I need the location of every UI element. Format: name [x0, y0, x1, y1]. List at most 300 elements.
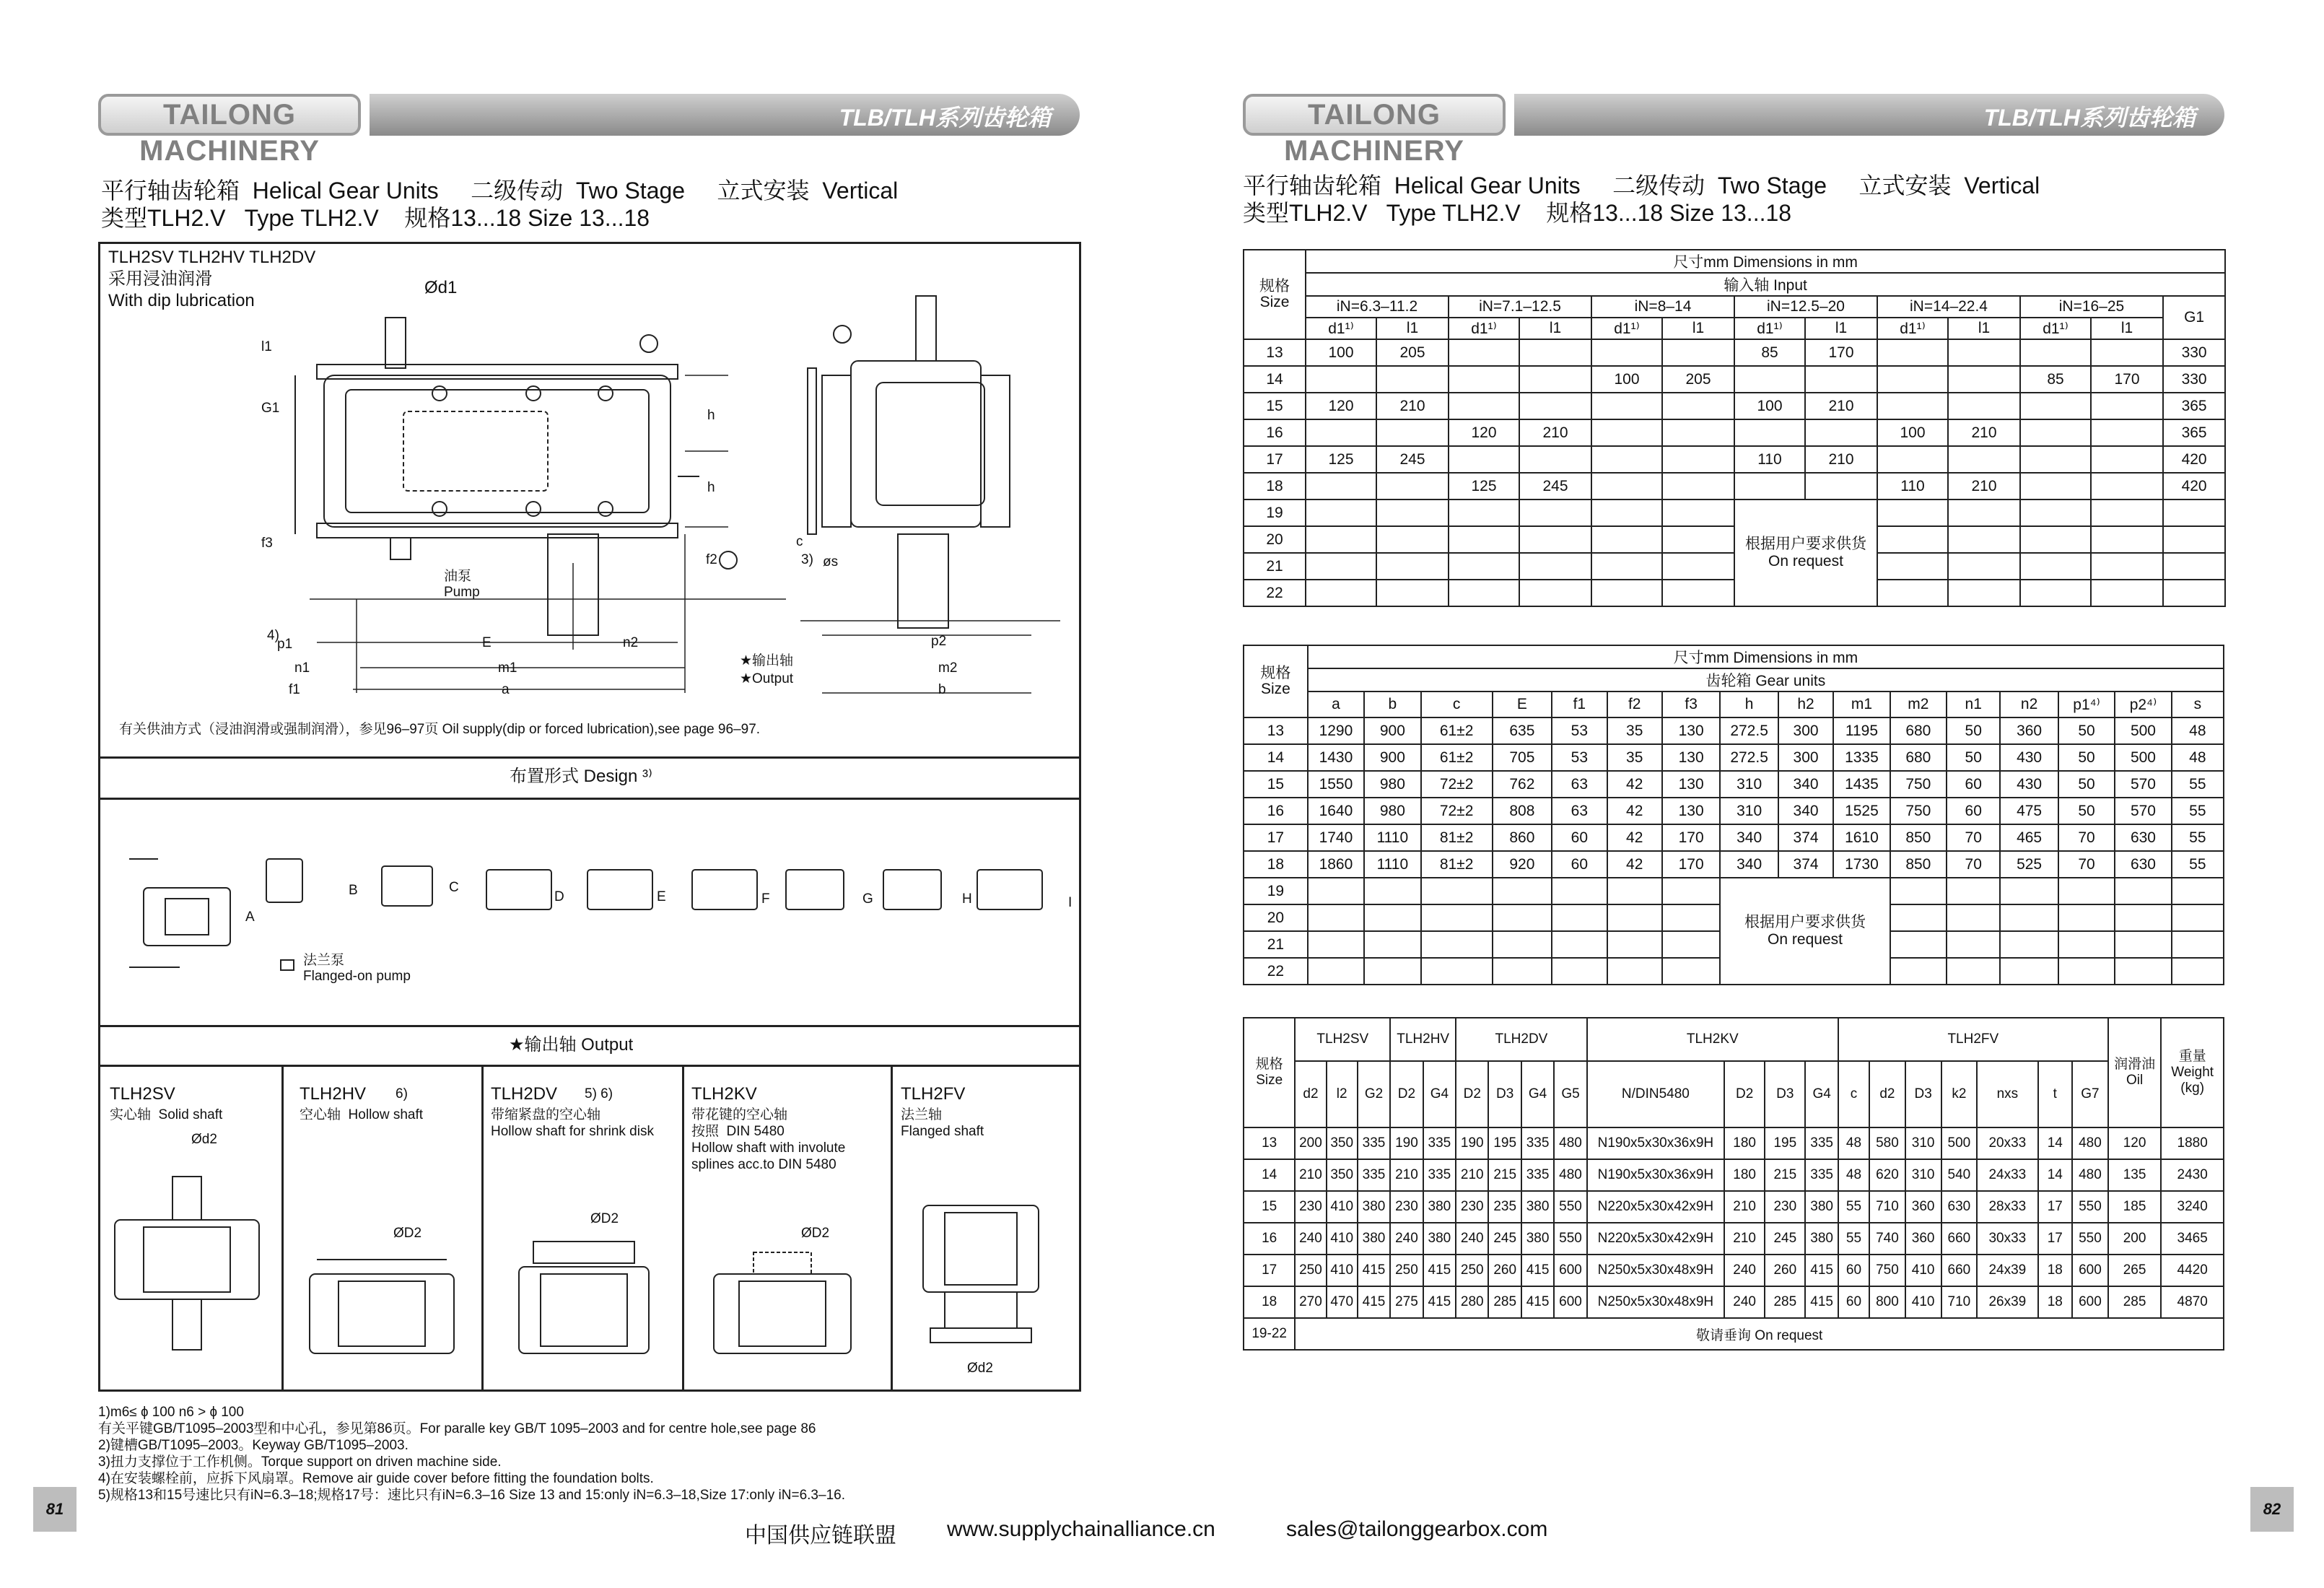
series-bar — [1514, 94, 2224, 136]
table-cell — [1364, 904, 1420, 931]
table-cell — [2172, 878, 2224, 904]
ratio-header: iN=16–25 — [2020, 296, 2163, 318]
g1-label: G1 — [261, 401, 280, 416]
table-cell: 50 — [1947, 717, 2000, 744]
table-cell — [1449, 526, 1519, 553]
table-cell: 42 — [1607, 851, 1662, 878]
table-cell — [1493, 958, 1552, 985]
table-cell: 180 — [1724, 1127, 1765, 1159]
table-cell — [1948, 499, 2020, 526]
table-cell — [2163, 553, 2225, 580]
table-cell: 60 — [1838, 1286, 1869, 1318]
table-cell: 55 — [2172, 771, 2224, 798]
type-header: TLH2HV — [1390, 1018, 1456, 1061]
brand-logo: TAILONG MACHINERY — [1243, 94, 1506, 136]
table-cell: 4870 — [2161, 1286, 2224, 1318]
table-cell: 17 — [2038, 1223, 2073, 1255]
table-cell: 230 — [1456, 1191, 1488, 1223]
table-cell: 2430 — [2161, 1159, 2224, 1191]
table-cell: 365 — [2163, 393, 2225, 419]
a-label: a — [502, 682, 510, 697]
table-cell — [1364, 931, 1420, 958]
dim-dv: ØD2 — [590, 1211, 619, 1226]
column-header: nxs — [1977, 1061, 2037, 1127]
table-cell — [1877, 580, 1948, 606]
table-cell — [2020, 526, 2091, 553]
table-cell: 55 — [1838, 1223, 1869, 1255]
table-cell: 380 — [1805, 1191, 1838, 1223]
table-cell: 48 — [2172, 717, 2224, 744]
output-table — [1243, 1017, 2224, 1351]
table-cell: 170 — [1662, 851, 1720, 878]
table-cell — [1519, 499, 1591, 526]
d1-header: d1¹⁾ — [2020, 318, 2091, 339]
table-cell: 50 — [2058, 771, 2115, 798]
column-header: G4 — [1805, 1061, 1838, 1127]
l1-header: l1 — [1948, 318, 2020, 339]
table-cell — [2020, 473, 2091, 499]
table-cell — [1591, 446, 1662, 473]
table-cell — [2000, 958, 2058, 985]
table-cell: 3240 — [2161, 1191, 2224, 1223]
shaft-name-sv: TLH2SV — [110, 1084, 175, 1104]
table-cell: 190 — [1390, 1127, 1423, 1159]
table-cell — [1662, 904, 1720, 931]
table-cell — [1662, 446, 1734, 473]
column-header: N/DIN5480 — [1587, 1061, 1724, 1127]
table-row — [1244, 771, 2224, 798]
table-row — [1244, 645, 2224, 668]
table-cell: 210 — [1390, 1159, 1423, 1191]
table-cell: 260 — [1765, 1255, 1805, 1286]
table-cell — [1421, 904, 1493, 931]
right-title-2: 类型TLH2.V Type TLH2.V 规格13...18 Size 13...18 — [1243, 200, 1792, 226]
table-cell: 1110 — [1364, 824, 1420, 851]
table-cell: 55 — [2172, 851, 2224, 878]
table-cell: 170 — [2091, 366, 2163, 393]
table-cell: 280 — [1456, 1286, 1488, 1318]
table-cell: 35 — [1607, 717, 1662, 744]
table-cell — [1306, 553, 1376, 580]
column-header: p2⁴⁾ — [2115, 692, 2171, 717]
column-header: m2 — [1890, 692, 1947, 717]
table-cell — [1591, 473, 1662, 499]
table-cell: 250 — [1295, 1255, 1326, 1286]
column-header: D3 — [1488, 1061, 1521, 1127]
table-cell — [2020, 499, 2091, 526]
table-cell: 285 — [1488, 1286, 1521, 1318]
table-cell: 1435 — [1833, 771, 1890, 798]
table-cell: 335 — [1521, 1127, 1554, 1159]
shaft-desc-dv-cn: 带缩紧盘的空心轴 — [491, 1107, 601, 1122]
table-cell — [2020, 446, 2091, 473]
b-label: b — [938, 682, 946, 697]
table-cell — [1890, 904, 1947, 931]
table-cell — [1607, 904, 1662, 931]
table-cell: 240 — [1724, 1255, 1765, 1286]
l1-header: l1 — [2091, 318, 2163, 339]
table-cell: 272.5 — [1720, 744, 1778, 771]
table-cell: 335 — [1358, 1127, 1390, 1159]
shaft-note-dv: 5) 6) — [585, 1086, 613, 1101]
table-cell: 20 — [1244, 904, 1308, 931]
column-header: c — [1421, 692, 1493, 717]
table-cell: 70 — [1947, 824, 2000, 851]
shaft-desc-dv-en: Hollow shaft for shrink disk — [491, 1124, 654, 1139]
table-cell: 480 — [1554, 1127, 1586, 1159]
table-cell — [2172, 931, 2224, 958]
table-cell: 210 — [1948, 419, 2020, 446]
table-cell — [1306, 366, 1376, 393]
table-cell: 415 — [1423, 1286, 1456, 1318]
table-cell: 850 — [1890, 824, 1947, 851]
table-cell — [1376, 366, 1449, 393]
table-cell: 14 — [1244, 744, 1308, 771]
table-cell: 55 — [2172, 798, 2224, 824]
table-cell: 13 — [1244, 1127, 1295, 1159]
shaft-note-hv: 6) — [396, 1086, 408, 1101]
table-cell: 480 — [2072, 1127, 2108, 1159]
table-cell: 61±2 — [1421, 717, 1493, 744]
table-row — [1244, 273, 2225, 296]
table-cell: 480 — [2072, 1159, 2108, 1191]
table-cell: 270 — [1295, 1286, 1326, 1318]
table-cell: 1730 — [1833, 851, 1890, 878]
table-row — [1244, 393, 2225, 419]
table-cell — [1308, 904, 1364, 931]
table-cell: 14 — [2038, 1159, 2073, 1191]
ratio-header: iN=8–14 — [1591, 296, 1734, 318]
table-cell — [2091, 553, 2163, 580]
table-cell — [1519, 553, 1591, 580]
shaft-desc-sv: 实心轴 Solid shaft — [110, 1107, 223, 1122]
column-header: D3 — [1905, 1061, 1941, 1127]
table-cell: 130 — [1662, 717, 1720, 744]
p1-label: p1 — [277, 637, 293, 652]
footer-email[interactable]: sales@tailonggearbox.com — [1286, 1517, 1548, 1541]
table-cell: 1640 — [1308, 798, 1364, 824]
table-cell — [2058, 904, 2115, 931]
series-bar — [370, 94, 1080, 136]
table-cell: 21 — [1244, 553, 1306, 580]
table-cell: 85 — [2020, 366, 2091, 393]
table-cell — [1890, 958, 1947, 985]
table-cell: 110 — [1734, 446, 1805, 473]
table-cell: 465 — [2000, 824, 2058, 851]
table-cell — [1734, 366, 1805, 393]
table-cell: 63 — [1552, 771, 1607, 798]
table-cell: 410 — [1327, 1255, 1358, 1286]
table-cell — [1662, 580, 1734, 606]
table-cell: 61±2 — [1421, 744, 1493, 771]
table-cell — [1376, 580, 1449, 606]
dimensions-header: 尺寸mm Dimensions in mm — [1306, 250, 2225, 273]
table-cell — [1519, 580, 1591, 606]
table-cell: 81±2 — [1421, 824, 1493, 851]
table-cell: 240 — [1724, 1286, 1765, 1318]
table-cell — [1805, 473, 1877, 499]
table-cell: 500 — [2115, 717, 2171, 744]
table-cell: 750 — [1869, 1255, 1905, 1286]
left-header — [98, 94, 1080, 167]
table-cell: 240 — [1390, 1223, 1423, 1255]
dim-kv: ØD2 — [801, 1226, 830, 1241]
fn4-left: 4) — [267, 628, 279, 643]
gear-unit-drawing — [100, 260, 1079, 729]
table-cell: 415 — [1805, 1255, 1838, 1286]
table-cell — [1306, 473, 1376, 499]
table-cell — [2115, 904, 2171, 931]
table-cell — [2000, 904, 2058, 931]
oil-header: 润滑油 Oil — [2108, 1018, 2162, 1127]
type-header: TLH2SV — [1295, 1018, 1390, 1061]
design-i: I — [1068, 895, 1073, 910]
shaft-name-kv: TLH2KV — [691, 1084, 757, 1104]
table-cell — [1306, 526, 1376, 553]
table-cell: 205 — [1376, 339, 1449, 366]
table-cell: 1740 — [1308, 824, 1364, 851]
input-table — [1243, 249, 2226, 607]
output-title: ★输出轴 Output — [509, 1035, 634, 1055]
table-cell: 380 — [1521, 1191, 1554, 1223]
table-cell: 762 — [1493, 771, 1552, 798]
table-cell: 285 — [1765, 1286, 1805, 1318]
dim-fv: Ød2 — [967, 1361, 993, 1376]
table-cell: 60 — [1552, 851, 1607, 878]
table-cell: 185 — [2108, 1191, 2162, 1223]
column-header: G2 — [1358, 1061, 1390, 1127]
column-header: m1 — [1833, 692, 1890, 717]
table-cell: 180 — [1724, 1159, 1765, 1191]
design-a: A — [245, 909, 255, 925]
table-row — [1244, 798, 2224, 824]
design-h: H — [962, 891, 972, 907]
table-cell: 60 — [1947, 771, 2000, 798]
e-label: E — [482, 635, 492, 650]
table-cell: 53 — [1552, 717, 1607, 744]
footer-url[interactable]: www.supplychainalliance.cn — [947, 1517, 1215, 1541]
footnote-3: 3)扭力支撑位于工作机侧。Torque support on driven machine side. — [98, 1454, 502, 1470]
table-cell — [1306, 580, 1376, 606]
table-row — [1244, 668, 2224, 692]
flange-pump-en: Flanged-on pump — [303, 969, 411, 984]
table-cell: 340 — [1778, 798, 1833, 824]
l1-header: l1 — [1805, 318, 1877, 339]
table-cell — [2172, 904, 2224, 931]
table-cell: 1110 — [1364, 851, 1420, 878]
table-cell: 85 — [1734, 339, 1805, 366]
table-cell: 480 — [1554, 1159, 1586, 1191]
table-cell — [2115, 878, 2171, 904]
table-cell — [1948, 366, 2020, 393]
ratio-header: iN=14–22.4 — [1877, 296, 2020, 318]
column-header: d2 — [1295, 1061, 1326, 1127]
ratio-header: iN=12.5–20 — [1734, 296, 1877, 318]
table-cell — [2172, 958, 2224, 985]
table-cell: 42 — [1607, 824, 1662, 851]
table-cell: 600 — [1554, 1286, 1586, 1318]
table-cell — [2091, 446, 2163, 473]
table-cell — [1890, 878, 1947, 904]
table-cell: 17 — [1244, 446, 1306, 473]
footnote-4: 4)在安装螺栓前，应拆下风扇罩。Remove air guide cover before fitting the foundation bolts. — [98, 1471, 654, 1486]
table-cell: 260 — [1488, 1255, 1521, 1286]
table-cell — [1591, 553, 1662, 580]
table-cell — [1662, 419, 1734, 446]
table-cell: 420 — [2163, 473, 2225, 499]
table-cell: 235 — [1488, 1191, 1521, 1223]
table-cell — [1877, 393, 1948, 419]
table-cell: 415 — [1521, 1286, 1554, 1318]
table-cell: 1860 — [1308, 851, 1364, 878]
dim-sv: Ød2 — [191, 1132, 217, 1147]
table-cell: 410 — [1905, 1255, 1941, 1286]
table-cell: 900 — [1364, 744, 1420, 771]
table-cell: 360 — [1905, 1191, 1941, 1223]
table-cell: 210 — [1724, 1191, 1765, 1223]
table-cell: 130 — [1662, 744, 1720, 771]
table-cell: 265 — [2108, 1255, 2162, 1286]
table-cell — [2115, 958, 2171, 985]
table-cell — [1877, 366, 1948, 393]
table-row — [1244, 1018, 2224, 1061]
table-cell: 240 — [1456, 1223, 1488, 1255]
table-cell — [2091, 339, 2163, 366]
table-cell — [1519, 526, 1591, 553]
table-cell: 48 — [1838, 1127, 1869, 1159]
table-cell — [2000, 931, 2058, 958]
table-cell: N250x5x30x48x9H — [1587, 1286, 1724, 1318]
series-title: TLB/TLH系列齿轮箱 — [839, 105, 1051, 131]
table-row — [1244, 851, 2224, 878]
table-cell: 340 — [1720, 824, 1778, 851]
table-cell — [1662, 339, 1734, 366]
table-cell: 540 — [1941, 1159, 1978, 1191]
table-cell: 415 — [1358, 1255, 1390, 1286]
d1-header: d1¹⁾ — [1877, 318, 1948, 339]
table-cell — [1308, 931, 1364, 958]
table-cell: 230 — [1765, 1191, 1805, 1223]
table-cell: 808 — [1493, 798, 1552, 824]
table-cell — [2000, 878, 2058, 904]
input-header: 输入轴 Input — [1306, 273, 2225, 296]
table-cell: 245 — [1488, 1223, 1521, 1255]
table-cell: 17 — [2038, 1191, 2073, 1223]
table-cell: 100 — [1734, 393, 1805, 419]
table-cell: 200 — [2108, 1223, 2162, 1255]
table-cell: 1880 — [2161, 1127, 2224, 1159]
lub-en: With dip lubrication — [108, 291, 255, 310]
table-cell: 245 — [1376, 446, 1449, 473]
lub-cn: 采用浸油润滑 — [108, 269, 212, 289]
table-cell — [1449, 553, 1519, 580]
dimensions-header: 尺寸mm Dimensions in mm — [1308, 645, 2224, 668]
table-cell — [1877, 339, 1948, 366]
l1-header: l1 — [1376, 318, 1449, 339]
table-row — [1244, 1318, 2224, 1350]
size-header: 规格 Size — [1244, 1018, 1295, 1127]
c-label: c — [796, 534, 803, 549]
table-row — [1244, 744, 2224, 771]
table-cell: 630 — [2115, 824, 2171, 851]
table-cell — [1376, 419, 1449, 446]
f1-label: f1 — [289, 682, 300, 697]
fn3-label: 3) — [801, 552, 813, 567]
column-header: f1 — [1552, 692, 1607, 717]
table-cell: 72±2 — [1421, 771, 1493, 798]
table-cell — [1552, 878, 1607, 904]
table-cell: 24x33 — [1977, 1159, 2037, 1191]
table-row — [1244, 499, 2225, 526]
table-cell: 600 — [1554, 1255, 1586, 1286]
table-cell — [1449, 393, 1519, 419]
table-cell: 1610 — [1833, 824, 1890, 851]
table-cell — [1877, 499, 1948, 526]
table-cell: 470 — [1327, 1286, 1358, 1318]
design-c: C — [449, 880, 459, 895]
table-cell: 15 — [1244, 771, 1308, 798]
table-cell: 275 — [1390, 1286, 1423, 1318]
table-cell: 20 — [1244, 526, 1306, 553]
type-header: TLH2KV — [1587, 1018, 1838, 1061]
table-cell — [1552, 958, 1607, 985]
table-cell: 580 — [1869, 1127, 1905, 1159]
design-b: B — [349, 883, 358, 898]
table-cell: 350 — [1327, 1127, 1358, 1159]
s-label: øs — [823, 554, 839, 570]
table-cell: 60 — [1947, 798, 2000, 824]
table-cell: 550 — [1554, 1191, 1586, 1223]
d1-header: d1¹⁾ — [1306, 318, 1376, 339]
table-cell: 170 — [1805, 339, 1877, 366]
column-header: t — [2038, 1061, 2073, 1127]
shaft-name-dv: TLH2DV — [491, 1084, 558, 1104]
column-header: l2 — [1327, 1061, 1358, 1127]
table-cell — [1519, 339, 1591, 366]
type-header: TLH2FV — [1838, 1018, 2108, 1061]
table-cell — [1306, 419, 1376, 446]
table-cell: 15 — [1244, 1191, 1295, 1223]
table-cell: 600 — [2072, 1286, 2108, 1318]
table-cell: 18 — [1244, 1286, 1295, 1318]
table-cell: 210 — [1376, 393, 1449, 419]
page-number-right: 82 — [2250, 1487, 2294, 1532]
table-cell: 500 — [1941, 1127, 1978, 1159]
table-cell — [2091, 393, 2163, 419]
table-cell: 350 — [1327, 1159, 1358, 1191]
table-cell — [1947, 904, 2000, 931]
table-cell: 415 — [1358, 1286, 1390, 1318]
table-cell: 60 — [1552, 824, 1607, 851]
table-cell: 310 — [1905, 1127, 1941, 1159]
right-header — [1243, 94, 2224, 167]
column-header: k2 — [1941, 1061, 1978, 1127]
l1-header: l1 — [1519, 318, 1591, 339]
table-cell: 26x39 — [1977, 1286, 2037, 1318]
table-cell — [1877, 526, 1948, 553]
table-cell: 1335 — [1833, 744, 1890, 771]
ratio-header: iN=7.1–12.5 — [1449, 296, 1591, 318]
table-cell: 550 — [1554, 1223, 1586, 1255]
table-cell — [1421, 958, 1493, 985]
table-cell: 30x33 — [1977, 1223, 2037, 1255]
table-cell: 100 — [1306, 339, 1376, 366]
left-title-1: 平行轴齿轮箱 Helical Gear Units 二级传动 Two Stage 立式安装 Vertical — [101, 178, 899, 204]
table-cell — [1662, 878, 1720, 904]
footnotes — [98, 1404, 845, 1504]
table-row — [1244, 419, 2225, 446]
column-header: s — [2172, 692, 2224, 717]
